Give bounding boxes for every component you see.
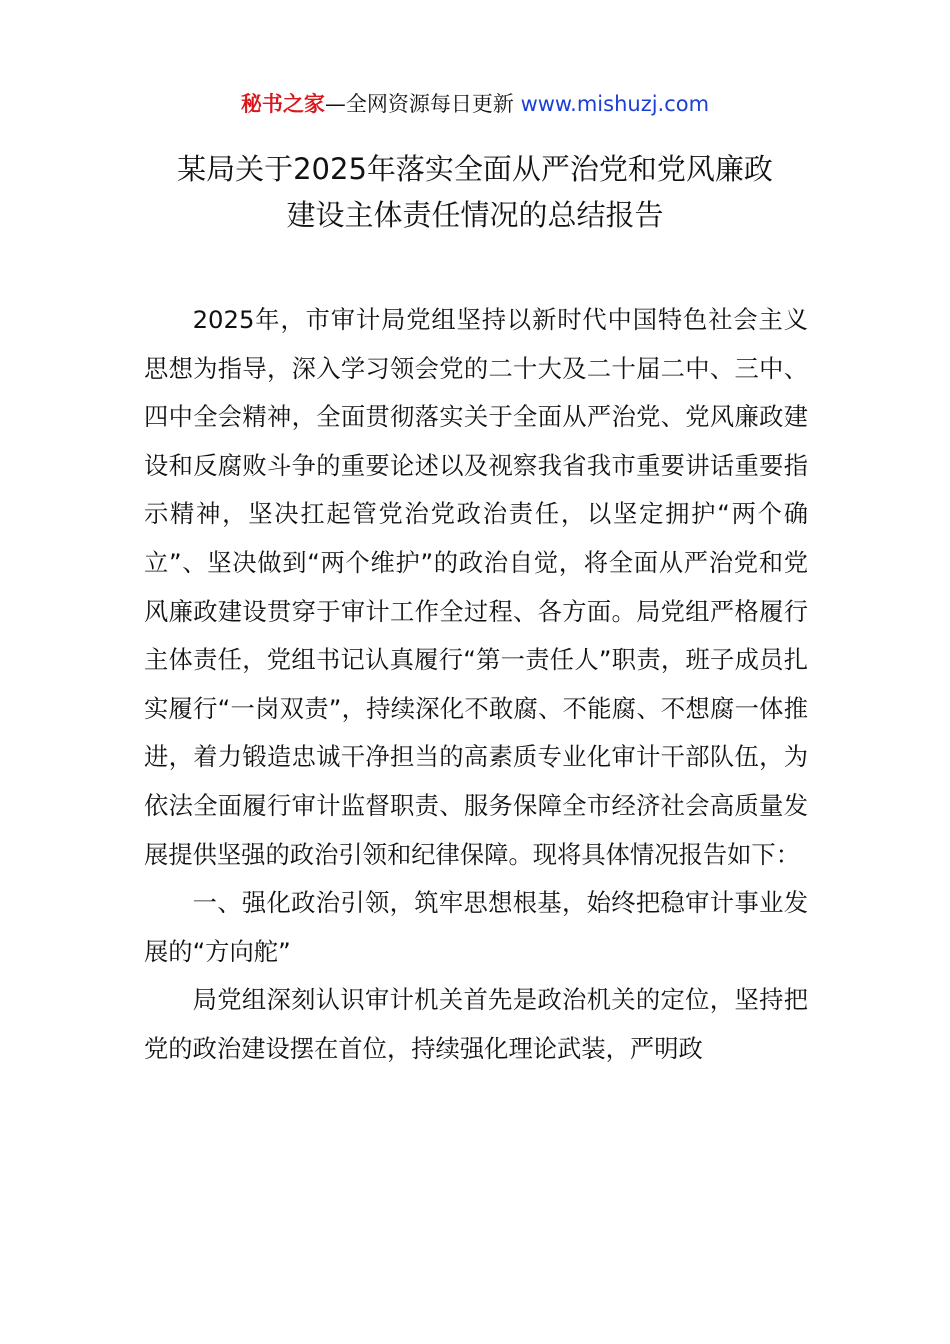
title-line-2: 建设主体责任情况的总结报告 (286, 198, 664, 232)
title-line-1: 某局关于2025年落实全面从严治党和党风廉政 (177, 152, 773, 186)
document-title (100, 146, 850, 238)
intro-paragraph: 2025年，市审计局党组坚持以新时代中国特色社会主义思想为指导，深入学习领会党的二十大及二十届二中、三中、四中全会精神，全面贯彻落实关于全面从严治党、党风廉政建设和反腐败斗争的重要论述以及视察我省我市重要讲话重要指示精神，坚决扛起管党治党政治责任，以坚定拥护“两个确立”、坚决做到“两个维护”的政治自觉，将全面从严治党和党风廉政建设贯穿于审计工作全过程、各方面。局党组严格履行主体责任，党组书记认真履行“第一责任人”职责，班子成员扎实履行“一岗双责”，持续深化不敢腐、不能腐、不想腐一体推进，着力锻造忠诚干净担当的高素质专业化审计干部队伍，为依法全面履行审计监督职责、服务保障全市经济社会高质量发展提供坚强的政治引领和纪律保障。现将具体情况报告如下： (144, 305, 808, 869)
section-heading-1: 一、强化政治引领，筑牢思想根基，始终把稳审计事业发展的“方向舵” (144, 888, 808, 966)
section-1-paragraph: 局党组深刻认识审计机关首先是政治机关的定位，坚持把党的政治建设摆在首位，持续强化理论武装，严明政 (144, 985, 808, 1063)
header-tagline: —全网资源每日更新 (324, 92, 521, 116)
site-header (0, 88, 950, 120)
document-body (144, 296, 808, 1074)
brand-name: 秘书之家 (240, 92, 325, 116)
site-url[interactable]: www.mishuzj.com (520, 92, 710, 116)
